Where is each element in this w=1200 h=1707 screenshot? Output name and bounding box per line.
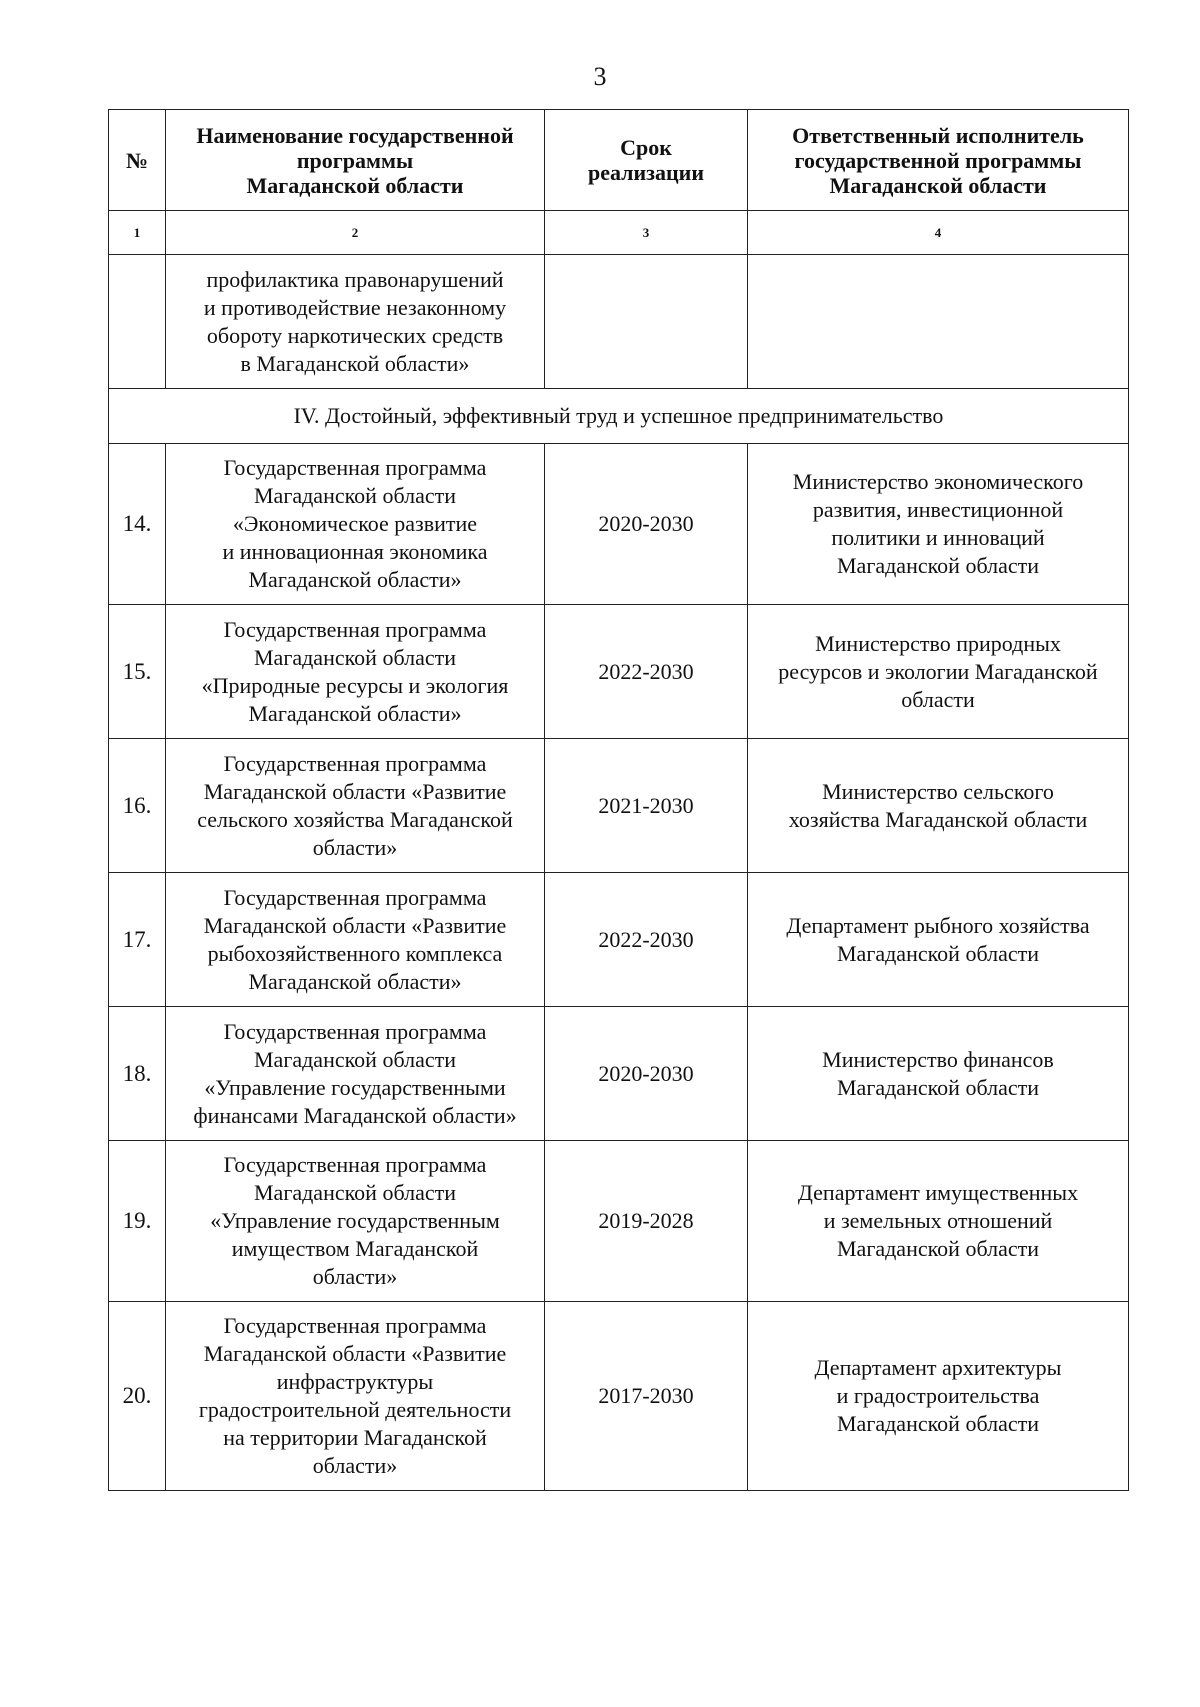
program-name-cell: Государственная программа Магаданской области «Управление государственными финансами Магаданской области» bbox=[166, 1007, 545, 1141]
term-cell: 2020-2030 bbox=[545, 444, 748, 605]
executor-cell: Министерство природных ресурсов и экологии Магаданской области bbox=[748, 605, 1129, 739]
executor-cell: Департамент архитектуры и градостроительства Магаданской области bbox=[748, 1302, 1129, 1491]
section-title: IV. Достойный, эффективный труд и успешное предпринимательство bbox=[109, 389, 1129, 444]
term-cell: 2022-2030 bbox=[545, 605, 748, 739]
row-number-cell: 18. bbox=[109, 1007, 166, 1141]
table-row bbox=[109, 605, 1129, 739]
column-index: 2 bbox=[166, 211, 545, 255]
executor-cell: Департамент рыбного хозяйства Магаданской области bbox=[748, 873, 1129, 1007]
executor-cell: Министерство финансов Магаданской области bbox=[748, 1007, 1129, 1141]
program-name-cell: Государственная программа Магаданской области «Развитие рыбохозяйственного комплекса Магаданской области» bbox=[166, 873, 545, 1007]
program-name-cell: Государственная программа Магаданской области «Экономическое развитие и инновационная экономика Магаданской области» bbox=[166, 444, 545, 605]
term-cell: 2021-2030 bbox=[545, 739, 748, 873]
row-number-cell: 16. bbox=[109, 739, 166, 873]
executor-cell: Министерство сельского хозяйства Магаданской области bbox=[748, 739, 1129, 873]
table-header-row bbox=[109, 110, 1129, 211]
header-program-name: Наименование государственной программы Магаданской области bbox=[166, 110, 545, 211]
row-number-cell: 20. bbox=[109, 1302, 166, 1491]
header-term: Срок реализации bbox=[545, 110, 748, 211]
table-row bbox=[109, 1007, 1129, 1141]
column-index-row bbox=[109, 211, 1129, 255]
program-name-cell: Государственная программа Магаданской области «Развитие сельского хозяйства Магаданской области» bbox=[166, 739, 545, 873]
term-cell: 2019-2028 bbox=[545, 1141, 748, 1302]
programs-table bbox=[108, 109, 1129, 1491]
row-number-cell: 15. bbox=[109, 605, 166, 739]
table-row bbox=[109, 1302, 1129, 1491]
row-number-cell: 14. bbox=[109, 444, 166, 605]
program-name-cell: Государственная программа Магаданской области «Развитие инфраструктуры градостроительной деятельности на территории Магаданской области» bbox=[166, 1302, 545, 1491]
header-executor: Ответственный исполнитель государственной программы Магаданской области bbox=[748, 110, 1129, 211]
term-cell: 2020-2030 bbox=[545, 1007, 748, 1141]
executor-cell: Департамент имущественных и земельных отношений Магаданской области bbox=[748, 1141, 1129, 1302]
term-cell bbox=[545, 255, 748, 389]
column-index: 3 bbox=[545, 211, 748, 255]
executor-cell: Министерство экономического развития, инвестиционной политики и инноваций Магаданской области bbox=[748, 444, 1129, 605]
executor-cell bbox=[748, 255, 1129, 389]
table-row bbox=[109, 873, 1129, 1007]
column-index: 4 bbox=[748, 211, 1129, 255]
section-row bbox=[109, 389, 1129, 444]
program-name-cell: профилактика правонарушений и противодействие незаконному обороту наркотических средств в Магаданской области» bbox=[166, 255, 545, 389]
continuation-row bbox=[109, 255, 1129, 389]
term-cell: 2017-2030 bbox=[545, 1302, 748, 1491]
table-row bbox=[109, 739, 1129, 873]
program-name-cell: Государственная программа Магаданской области «Природные ресурсы и экология Магаданской области» bbox=[166, 605, 545, 739]
table-row bbox=[109, 1141, 1129, 1302]
row-number-cell: 19. bbox=[109, 1141, 166, 1302]
program-name-cell: Государственная программа Магаданской области «Управление государственным имуществом Магаданской области» bbox=[166, 1141, 545, 1302]
term-cell: 2022-2030 bbox=[545, 873, 748, 1007]
table-row bbox=[109, 444, 1129, 605]
row-number-cell bbox=[109, 255, 166, 389]
row-number-cell: 17. bbox=[109, 873, 166, 1007]
page-number: 3 bbox=[593, 62, 607, 91]
column-index: 1 bbox=[109, 211, 166, 255]
header-number: № bbox=[109, 110, 166, 211]
